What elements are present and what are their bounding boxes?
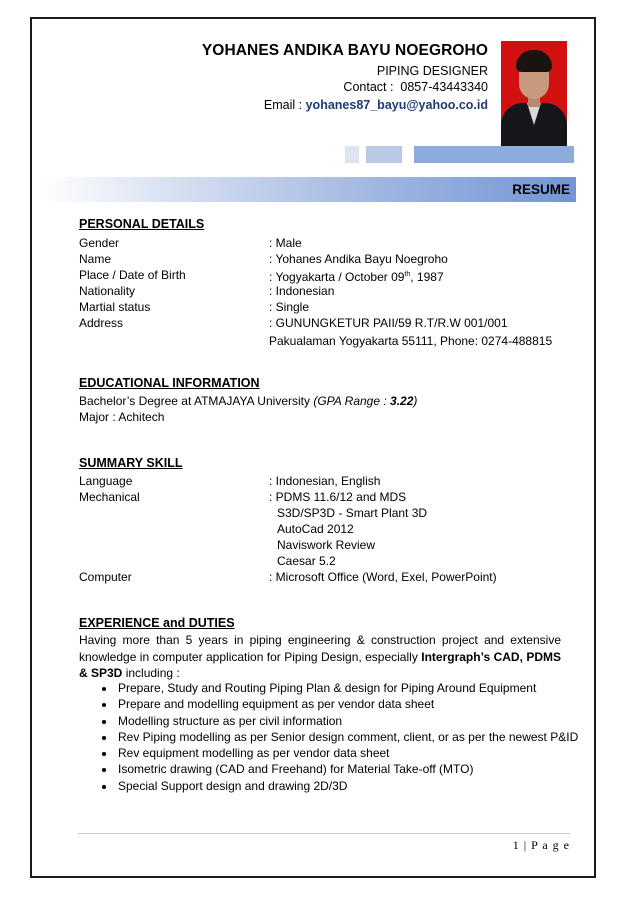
position-title: PIPING DESIGNER (376, 64, 488, 78)
gpa-value: 3.22 (390, 394, 414, 408)
experience-heading: EXPERIENCE and DUTIES (79, 616, 235, 630)
gpa (313, 394, 417, 408)
mechanical-value-0: : PDMS 11.6/12 and MDS (269, 490, 407, 504)
duty-item: • Special Support design and drawing 2D/3D (116, 778, 586, 794)
address-value: : GUNUNGKETUR PAII/59 R.T/R.W 001/001 (269, 316, 508, 330)
duty-item: • Prepare and modelling equipment as per vendor data sheet (116, 696, 586, 712)
duty-item: • Modelling structure as per civil information (116, 713, 586, 729)
experience-intro (79, 632, 561, 682)
resume-label: RESUME (512, 182, 570, 197)
intro-end: including : (122, 666, 180, 680)
nationality-label: Nationality (79, 284, 136, 298)
duty-item: • Isometric drawing (CAD and Freehand) for Material Take-off (MTO) (116, 761, 586, 777)
birth-value-main: : Yogyakarta / October 09 (269, 270, 405, 284)
birth-value-year: , 1987 (410, 270, 444, 284)
birth-value (269, 268, 444, 284)
duty-item: • Rev Piping modelling as per Senior design comment, client, or as per the newest P&ID (116, 729, 586, 745)
marital-value: : Single (269, 300, 310, 314)
nationality-value: : Indonesian (269, 284, 335, 298)
contact-line (343, 80, 488, 94)
duties-list (96, 680, 586, 794)
birth-value-sup: th (404, 271, 411, 278)
address-line2: Pakualaman Yogyakarta 55111, Phone: 0274-488815 (269, 334, 553, 348)
duty-item: • Rev equipment modelling as per vendor data sheet (116, 745, 586, 761)
language-value: : Indonesian, English (269, 474, 381, 488)
intro-text: Having more than 5 years in piping engineering & construction project and extensive knowledge in computer application for Piping Design, especially (79, 633, 561, 664)
duty-item: • Prepare, Study and Routing Piping Plan & design for Piping Around Equipment (116, 680, 586, 696)
computer-value: : Microsoft Office (Word, Exel, PowerPoint) (269, 570, 497, 584)
page-number: 1 | P a g e (512, 838, 570, 852)
gpa-close: ) (413, 394, 418, 408)
major-line: Major : Achitech (79, 410, 165, 424)
degree-line (79, 394, 417, 408)
mechanical-value-4: Caesar 5.2 (277, 554, 336, 568)
name-label: Name (79, 252, 112, 266)
candidate-name: YOHANES ANDIKA BAYU NOEGROHO (201, 42, 488, 59)
footer-divider (78, 833, 570, 834)
decor-block-2 (366, 146, 402, 163)
decor-block-3 (414, 146, 574, 163)
address-label: Address (79, 316, 124, 330)
language-label: Language (79, 474, 133, 488)
email-label: Email : (263, 98, 303, 112)
email-link[interactable]: yohanes87_bayu@yahoo.co.id (305, 98, 488, 112)
decor-block-1 (345, 146, 359, 163)
mechanical-value-3: Naviswork Review (277, 538, 376, 552)
marital-label: Martial status (79, 300, 151, 314)
gender-value: : Male (269, 236, 302, 250)
email-line (264, 98, 488, 112)
computer-label: Computer (79, 570, 132, 584)
intro-bold: Intergraph’s CAD, PDMS & SP3D (79, 649, 561, 680)
mechanical-value-1: S3D/SP3D - Smart Plant 3D (277, 506, 428, 520)
profile-photo (501, 41, 567, 148)
degree-text: Bachelor’s Degree at ATMAJAYA University (79, 394, 314, 408)
mechanical-label: Mechanical (79, 490, 140, 504)
contact-label: Contact : (343, 80, 394, 94)
gender-label: Gender (79, 236, 120, 250)
education-heading: EDUCATIONAL INFORMATION (79, 376, 260, 390)
personal-heading: PERSONAL DETAILS (79, 217, 205, 231)
gpa-label: (GPA Range : (313, 394, 391, 408)
contact-value: 0857-43443340 (400, 80, 488, 94)
skills-heading: SUMMARY SKILL (79, 456, 183, 470)
birth-label: Place / Date of Birth (79, 268, 186, 282)
mechanical-value-2: AutoCad 2012 (277, 522, 354, 536)
name-value: : Yohanes Andika Bayu Noegroho (269, 252, 448, 266)
resume-banner (40, 177, 576, 202)
